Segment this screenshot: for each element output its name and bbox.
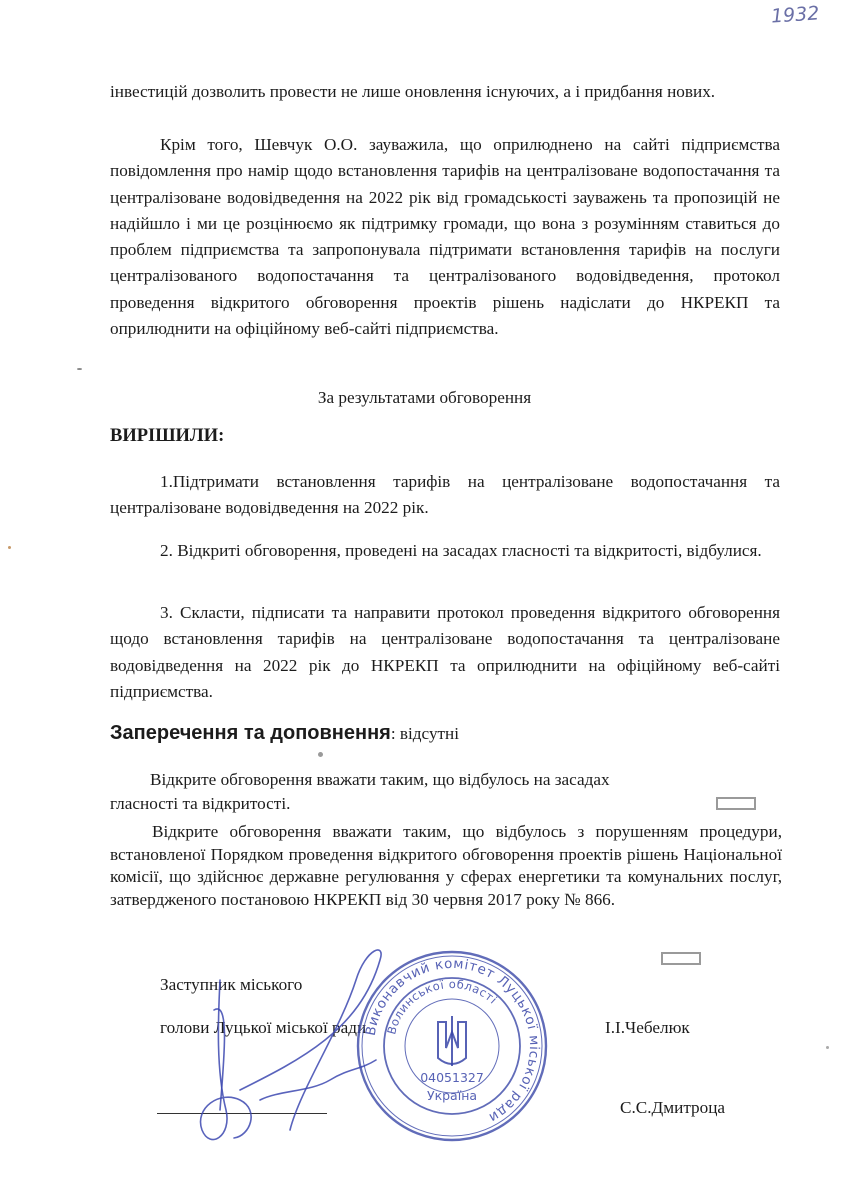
decision-item-1: [110, 469, 780, 522]
option-held-with-violation-checkbox[interactable]: [661, 952, 701, 965]
results-line: За результатами обговорення: [317, 388, 532, 407]
option-text: Відкрите обговорення вважати таким, що відбулось з порушенням процедури, встановленої Порядком проведення відкритого обговорення проектів рішень Національної комісії, що здійснює державне регулювання у сферах енергетики та комунальних послуг, затвердженого постановою НКРЕКП від 30 червня 2017 року № 866.: [110, 822, 782, 909]
scan-artifact: [318, 752, 323, 757]
svg-text:Волинської області: Волинської області: [384, 976, 501, 1036]
decision-item-2: [110, 538, 780, 564]
objections-label: Заперечення та доповнення: [110, 722, 391, 744]
option-held-openly: [110, 768, 710, 816]
option-held-openly-checkbox[interactable]: [716, 797, 756, 810]
svg-text:04051327: 04051327: [420, 1070, 484, 1085]
decision-text: 3. Скласти, підписати та направити протокол проведення відкритого обговорення щодо встановлення тарифів на централізоване водопостачання та централізоване водовідведення на 2022 рік до НКРЕКП та оприлюднити на офіційному веб-сайті підприємства.: [110, 603, 780, 701]
svg-text:Виконавчий комітет Луцької міс: Виконавчий комітет Луцької міської ради: [362, 955, 543, 1126]
signatory-title-line-1: Заступник міського: [160, 975, 303, 994]
signatory-name-1: І.І.Чебелюк: [605, 1018, 690, 1037]
decided-heading: ВИРІШИЛИ:: [110, 426, 225, 446]
handwritten-signature-icon: [180, 940, 410, 1160]
scan-artifact: [826, 1046, 829, 1049]
option-line: гласності та відкритості.: [110, 794, 291, 813]
option-line: Відкрите обговорення вважати таким, що відбулось на засадах: [150, 770, 610, 789]
signatory-name-2: С.С.Дмитроца: [620, 1098, 726, 1117]
scan-artifact: [8, 546, 11, 549]
paragraph-continuation: [110, 79, 780, 105]
signatory-title-line-2: голови Луцької міської ради: [160, 1018, 367, 1037]
paragraph-text: Крім того, Шевчук О.О. зауважила, що оприлюднено на сайті підприємства повідомлення про намір щодо встановлення тарифів на централізоване водопостачання та централізоване водовідведення на 2022 рік від громадськості зауважень та пропозицій не надійшло і ми це розцінюємо як підтримку громади, що вона з розумінням ставиться до проблем підприємства та запропонувала підтримати встановлення тарифів на послуги централізованого водопостачання та централізованого водовідведення, протокол проведення відкритого обговорення проектів рішень надіслати до НКРЕКП та оприлюднити на офіційному веб-сайті підприємства.: [110, 135, 780, 339]
objections-value: : відсутні: [390, 724, 460, 743]
decision-text: 1.Підтримати встановлення тарифів на централізоване водопостачання та централізоване водовідведення на 2022 рік.: [110, 472, 780, 518]
objections-line: [110, 722, 459, 745]
scan-artifact: [77, 368, 82, 370]
decision-text: 2. Відкриті обговорення, проведені на засадах гласності та відкритості, відбулися.: [160, 541, 762, 560]
decision-item-3: [110, 600, 780, 705]
paragraph-shevchuk-remarks: [110, 132, 780, 342]
option-held-with-violation: [110, 821, 782, 911]
page-number: 1932: [769, 2, 820, 28]
svg-text:Україна: Україна: [426, 1088, 478, 1103]
paragraph-text: інвестицій дозволить провести не лише оновлення існуючих, а і придбання нових.: [110, 82, 716, 101]
